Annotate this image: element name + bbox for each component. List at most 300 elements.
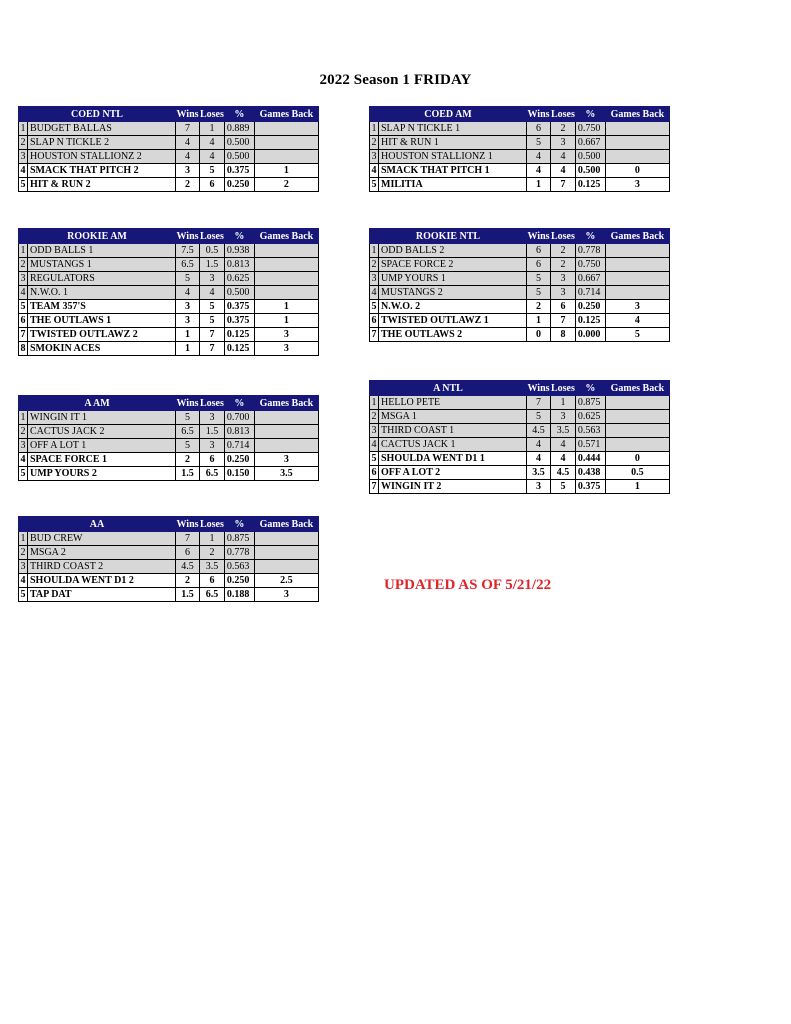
team-name: TWISTED OUTLAWZ 2 — [28, 328, 176, 342]
standings-table-coed-am — [369, 106, 670, 192]
rank-cell: 2 — [20, 137, 26, 148]
col-loses: Loses — [200, 230, 224, 242]
loses-cell: 3 — [200, 272, 225, 286]
pct-cell: 0.625 — [575, 410, 605, 424]
loses-cell: 4 — [200, 150, 225, 164]
pct-cell: 0.500 — [224, 136, 254, 150]
loses-cell: 2 — [200, 546, 225, 560]
wins-cell: 7.5 — [176, 244, 200, 258]
table-row — [370, 410, 670, 424]
games-back-cell — [254, 560, 318, 574]
table-row — [370, 164, 670, 178]
loses-cell: 3 — [551, 272, 576, 286]
games-back-cell — [254, 532, 318, 546]
standings-table-a-ntl — [369, 380, 670, 494]
loses-cell: 4 — [551, 452, 576, 466]
standings-table-coed-ntl — [18, 106, 319, 192]
table-row — [370, 244, 670, 258]
col-games-back: Games Back — [254, 517, 318, 532]
team-name: HELLO PETE — [379, 396, 527, 410]
loses-cell: 1.5 — [200, 425, 225, 439]
pct-cell: 0.571 — [575, 438, 605, 452]
games-back-cell — [254, 150, 318, 164]
wins-cell: 4 — [176, 136, 200, 150]
rank-cell: 3 — [20, 151, 26, 162]
loses-cell: 3 — [551, 410, 576, 424]
pct-cell: 0.250 — [224, 178, 254, 192]
rank-cell: 1 — [371, 397, 377, 408]
col-games-back: Games Back — [254, 107, 318, 122]
rank-cell: 4 — [371, 165, 377, 176]
table-row — [19, 272, 319, 286]
games-back-cell: 2.5 — [254, 574, 318, 588]
wins-cell: 3 — [527, 480, 551, 494]
col-pct: % — [224, 107, 254, 122]
wins-cell: 2 — [527, 300, 551, 314]
wins-cell: 6 — [527, 258, 551, 272]
col-loses: Loses — [200, 518, 224, 530]
loses-cell: 7 — [551, 314, 576, 328]
col-pct: % — [224, 517, 254, 532]
pct-cell: 0.000 — [575, 328, 605, 342]
division-name: COED AM — [370, 107, 527, 122]
wins-cell: 2 — [176, 178, 200, 192]
table-row — [19, 588, 319, 602]
team-name: WINGIN IT 2 — [379, 480, 527, 494]
table-row — [19, 314, 319, 328]
team-name: OFF A LOT 1 — [28, 439, 176, 453]
updated-note: UPDATED AS OF 5/21/22 — [384, 577, 552, 593]
col-pct: % — [224, 229, 254, 244]
team-name: HIT & RUN 2 — [28, 178, 176, 192]
team-name: N.W.O. 1 — [28, 286, 176, 300]
loses-cell: 2 — [551, 244, 576, 258]
rank-cell: 1 — [371, 123, 377, 134]
col-wins: Wins — [527, 382, 550, 394]
team-name: SPACE FORCE 1 — [28, 453, 176, 467]
table-row — [19, 342, 319, 356]
loses-cell: 4.5 — [551, 466, 576, 480]
col-games-back: Games Back — [605, 381, 669, 396]
division-name: ROOKIE NTL — [370, 229, 527, 244]
team-name: HIT & RUN 1 — [379, 136, 527, 150]
col-games-back: Games Back — [254, 229, 318, 244]
loses-cell: 7 — [200, 342, 225, 356]
loses-cell: 5 — [200, 314, 225, 328]
col-wins: Wins — [176, 518, 199, 530]
pct-cell: 0.563 — [224, 560, 254, 574]
pct-cell: 0.125 — [575, 178, 605, 192]
wins-cell: 4 — [527, 438, 551, 452]
rank-cell: 6 — [371, 467, 377, 478]
table-row — [19, 411, 319, 425]
games-back-cell — [254, 136, 318, 150]
table-row — [370, 424, 670, 438]
wins-cell: 1.5 — [176, 467, 200, 481]
wins-cell: 7 — [176, 122, 200, 136]
col-wins: Wins — [527, 108, 550, 120]
rank-cell: 2 — [20, 426, 26, 437]
loses-cell: 3 — [200, 439, 225, 453]
pct-cell: 0.875 — [224, 532, 254, 546]
team-name: MUSTANGS 2 — [379, 286, 527, 300]
wins-cell: 7 — [527, 396, 551, 410]
table-row — [19, 574, 319, 588]
games-back-cell: 0 — [605, 164, 669, 178]
col-loses: Loses — [200, 108, 224, 120]
loses-cell: 3 — [551, 136, 576, 150]
division-name: AA — [19, 517, 176, 532]
col-pct: % — [575, 229, 605, 244]
games-back-cell — [605, 150, 669, 164]
team-name: MSGA 2 — [28, 546, 176, 560]
pct-cell: 0.625 — [224, 272, 254, 286]
team-name: WINGIN IT 1 — [28, 411, 176, 425]
rank-cell: 5 — [20, 589, 26, 600]
rank-cell: 3 — [20, 273, 26, 284]
team-name: TAP DAT — [28, 588, 176, 602]
table-row — [19, 300, 319, 314]
team-name: BUD CREW — [28, 532, 176, 546]
games-back-cell: 5 — [605, 328, 669, 342]
pct-cell: 0.889 — [224, 122, 254, 136]
team-name: TEAM 357'S — [28, 300, 176, 314]
table-row — [370, 122, 670, 136]
standings-table-aa — [18, 516, 319, 602]
team-name: REGULATORS — [28, 272, 176, 286]
division-name: A AM — [19, 396, 176, 411]
team-name: THE OUTLAWS 1 — [28, 314, 176, 328]
rank-cell: 2 — [371, 259, 377, 270]
col-games-back: Games Back — [605, 107, 669, 122]
wins-cell: 1 — [176, 328, 200, 342]
games-back-cell: 0.5 — [605, 466, 669, 480]
team-name: SMOKIN ACES — [28, 342, 176, 356]
team-name: HOUSTON STALLIONZ 1 — [379, 150, 527, 164]
team-name: OFF A LOT 2 — [379, 466, 527, 480]
col-pct: % — [224, 396, 254, 411]
table-row — [370, 438, 670, 452]
loses-cell: 1 — [200, 532, 225, 546]
pct-cell: 0.750 — [575, 122, 605, 136]
rank-cell: 5 — [20, 301, 26, 312]
team-name: THIRD COAST 1 — [379, 424, 527, 438]
rank-cell: 1 — [20, 412, 26, 423]
games-back-cell — [254, 439, 318, 453]
games-back-cell — [605, 396, 669, 410]
wins-cell: 4.5 — [176, 560, 200, 574]
loses-cell: 6 — [551, 300, 576, 314]
games-back-cell — [254, 546, 318, 560]
team-name: ODD BALLS 2 — [379, 244, 527, 258]
team-name: SHOULDA WENT D1 1 — [379, 452, 527, 466]
col-pct: % — [575, 381, 605, 396]
header-row — [370, 107, 670, 122]
team-name: MSGA 1 — [379, 410, 527, 424]
pct-cell: 0.438 — [575, 466, 605, 480]
loses-cell: 5 — [200, 164, 225, 178]
games-back-cell — [605, 410, 669, 424]
table-row — [370, 272, 670, 286]
games-back-cell: 0 — [605, 452, 669, 466]
table-row — [19, 258, 319, 272]
pct-cell: 0.667 — [575, 272, 605, 286]
wins-cell: 1 — [527, 314, 551, 328]
team-name: SMACK THAT PITCH 2 — [28, 164, 176, 178]
pct-cell: 0.778 — [224, 546, 254, 560]
rank-cell: 5 — [371, 453, 377, 464]
col-wins: Wins — [176, 230, 199, 242]
rank-cell: 6 — [371, 315, 377, 326]
loses-cell: 3.5 — [551, 424, 576, 438]
rank-cell: 2 — [20, 547, 26, 558]
loses-cell: 7 — [551, 178, 576, 192]
rank-cell: 7 — [371, 481, 377, 492]
table-row — [19, 328, 319, 342]
pct-cell: 0.375 — [575, 480, 605, 494]
games-back-cell — [605, 424, 669, 438]
pct-cell: 0.938 — [224, 244, 254, 258]
standings-table-rookie-am — [18, 228, 319, 356]
rank-cell: 4 — [20, 454, 26, 465]
pct-cell: 0.375 — [224, 300, 254, 314]
loses-cell: 5 — [200, 300, 225, 314]
table-row — [19, 122, 319, 136]
table-row — [370, 300, 670, 314]
col-loses: Loses — [551, 382, 575, 394]
col-games-back: Games Back — [254, 396, 318, 411]
loses-cell: 4 — [551, 164, 576, 178]
pct-cell: 0.778 — [575, 244, 605, 258]
loses-cell: 1.5 — [200, 258, 225, 272]
pct-cell: 0.125 — [224, 342, 254, 356]
rank-cell: 1 — [371, 245, 377, 256]
loses-cell: 6 — [200, 574, 225, 588]
pct-cell: 0.714 — [224, 439, 254, 453]
table-row — [370, 286, 670, 300]
wins-cell: 7 — [176, 532, 200, 546]
wins-cell: 4 — [527, 150, 551, 164]
games-back-cell — [254, 272, 318, 286]
header-row — [370, 229, 670, 244]
loses-cell: 6.5 — [200, 588, 225, 602]
wins-cell: 1.5 — [176, 588, 200, 602]
division-name: COED NTL — [19, 107, 176, 122]
table-row — [370, 150, 670, 164]
pct-cell: 0.250 — [575, 300, 605, 314]
wins-cell: 2 — [176, 574, 200, 588]
team-name: BUDGET BALLAS — [28, 122, 176, 136]
team-name: UMP YOURS 1 — [379, 272, 527, 286]
pct-cell: 0.125 — [575, 314, 605, 328]
loses-cell: 2 — [551, 122, 576, 136]
rank-cell: 2 — [371, 137, 377, 148]
loses-cell: 6 — [200, 453, 225, 467]
col-games-back: Games Back — [605, 229, 669, 244]
rank-cell: 5 — [20, 179, 26, 190]
wins-cell: 6 — [527, 122, 551, 136]
games-back-cell: 3 — [605, 178, 669, 192]
pct-cell: 0.150 — [224, 467, 254, 481]
games-back-cell — [605, 136, 669, 150]
games-back-cell — [254, 258, 318, 272]
rank-cell: 4 — [20, 287, 26, 298]
pct-cell: 0.188 — [224, 588, 254, 602]
games-back-cell — [605, 438, 669, 452]
games-back-cell — [254, 122, 318, 136]
loses-cell: 0.5 — [200, 244, 225, 258]
loses-cell: 4 — [200, 136, 225, 150]
wins-cell: 5 — [527, 286, 551, 300]
rank-cell: 4 — [20, 165, 26, 176]
rank-cell: 3 — [371, 425, 377, 436]
division-name: A NTL — [370, 381, 527, 396]
team-name: HOUSTON STALLIONZ 2 — [28, 150, 176, 164]
loses-cell: 1 — [551, 396, 576, 410]
games-back-cell: 4 — [605, 314, 669, 328]
rank-cell: 3 — [371, 273, 377, 284]
wins-cell: 5 — [176, 411, 200, 425]
team-name: SHOULDA WENT D1 2 — [28, 574, 176, 588]
col-wins: Wins — [176, 108, 199, 120]
rank-cell: 7 — [20, 329, 26, 340]
wins-cell: 4 — [176, 286, 200, 300]
pct-cell: 0.500 — [575, 150, 605, 164]
rank-cell: 1 — [20, 123, 26, 134]
pct-cell: 0.667 — [575, 136, 605, 150]
team-name: SLAP N TICKLE 1 — [379, 122, 527, 136]
table-row — [19, 532, 319, 546]
rank-cell: 1 — [20, 533, 26, 544]
rank-cell: 2 — [20, 259, 26, 270]
games-back-cell — [254, 425, 318, 439]
loses-cell: 4 — [551, 438, 576, 452]
wins-cell: 0 — [527, 328, 551, 342]
rank-cell: 8 — [20, 343, 26, 354]
loses-cell: 3 — [200, 411, 225, 425]
wins-cell: 1 — [176, 342, 200, 356]
pct-cell: 0.375 — [224, 164, 254, 178]
table-row — [370, 314, 670, 328]
pct-cell: 0.875 — [575, 396, 605, 410]
games-back-cell — [605, 122, 669, 136]
wins-cell: 5 — [176, 439, 200, 453]
team-name: MILITIA — [379, 178, 527, 192]
pct-cell: 0.700 — [224, 411, 254, 425]
table-row — [19, 560, 319, 574]
table-row — [370, 480, 670, 494]
rank-cell: 4 — [371, 287, 377, 298]
pct-cell: 0.563 — [575, 424, 605, 438]
games-back-cell: 1 — [254, 314, 318, 328]
rank-cell: 4 — [371, 439, 377, 450]
wins-cell: 3 — [176, 314, 200, 328]
wins-cell: 3 — [176, 300, 200, 314]
loses-cell: 4 — [551, 150, 576, 164]
pct-cell: 0.250 — [224, 574, 254, 588]
table-row — [370, 136, 670, 150]
loses-cell: 2 — [551, 258, 576, 272]
header-row — [19, 107, 319, 122]
pct-cell: 0.500 — [224, 286, 254, 300]
games-back-cell: 3.5 — [254, 467, 318, 481]
rank-cell: 5 — [20, 468, 26, 479]
pct-cell: 0.813 — [224, 425, 254, 439]
header-row — [370, 381, 670, 396]
games-back-cell — [605, 272, 669, 286]
wins-cell: 5 — [527, 272, 551, 286]
wins-cell: 3.5 — [527, 466, 551, 480]
wins-cell: 4 — [527, 452, 551, 466]
table-row — [19, 439, 319, 453]
loses-cell: 6.5 — [200, 467, 225, 481]
wins-cell: 6.5 — [176, 425, 200, 439]
table-row — [19, 164, 319, 178]
games-back-cell: 3 — [254, 453, 318, 467]
loses-cell: 3.5 — [200, 560, 225, 574]
wins-cell: 6 — [527, 244, 551, 258]
team-name: THE OUTLAWS 2 — [379, 328, 527, 342]
loses-cell: 7 — [200, 328, 225, 342]
col-wins: Wins — [176, 397, 199, 409]
wins-cell: 5 — [527, 136, 551, 150]
team-name: CACTUS JACK 1 — [379, 438, 527, 452]
wins-cell: 4 — [176, 150, 200, 164]
loses-cell: 4 — [200, 286, 225, 300]
table-row — [19, 286, 319, 300]
games-back-cell: 2 — [254, 178, 318, 192]
table-row — [19, 150, 319, 164]
table-row — [19, 546, 319, 560]
table-row — [370, 178, 670, 192]
header-row — [19, 396, 319, 411]
rank-cell: 5 — [371, 301, 377, 312]
loses-cell: 6 — [200, 178, 225, 192]
wins-cell: 1 — [527, 178, 551, 192]
games-back-cell — [605, 244, 669, 258]
col-loses: Loses — [200, 397, 224, 409]
rank-cell: 6 — [20, 315, 26, 326]
col-pct: % — [575, 107, 605, 122]
table-row — [370, 396, 670, 410]
table-row — [370, 328, 670, 342]
wins-cell: 6 — [176, 546, 200, 560]
rank-cell: 4 — [20, 575, 26, 586]
games-back-cell — [254, 411, 318, 425]
games-back-cell — [254, 286, 318, 300]
pct-cell: 0.750 — [575, 258, 605, 272]
team-name: TWISTED OUTLAWZ 1 — [379, 314, 527, 328]
team-name: UMP YOURS 2 — [28, 467, 176, 481]
division-name: ROOKIE AM — [19, 229, 176, 244]
team-name: CACTUS JACK 2 — [28, 425, 176, 439]
rank-cell: 3 — [20, 440, 26, 451]
games-back-cell: 3 — [254, 342, 318, 356]
pct-cell: 0.813 — [224, 258, 254, 272]
wins-cell: 5 — [527, 410, 551, 424]
loses-cell: 5 — [551, 480, 576, 494]
wins-cell: 4 — [527, 164, 551, 178]
table-row — [19, 467, 319, 481]
loses-cell: 1 — [200, 122, 225, 136]
table-row — [370, 258, 670, 272]
table-row — [370, 452, 670, 466]
page-title: 2022 Season 1 FRIDAY — [319, 72, 472, 88]
rank-cell: 3 — [20, 561, 26, 572]
pct-cell: 0.250 — [224, 453, 254, 467]
rank-cell: 7 — [371, 329, 377, 340]
wins-cell: 4.5 — [527, 424, 551, 438]
